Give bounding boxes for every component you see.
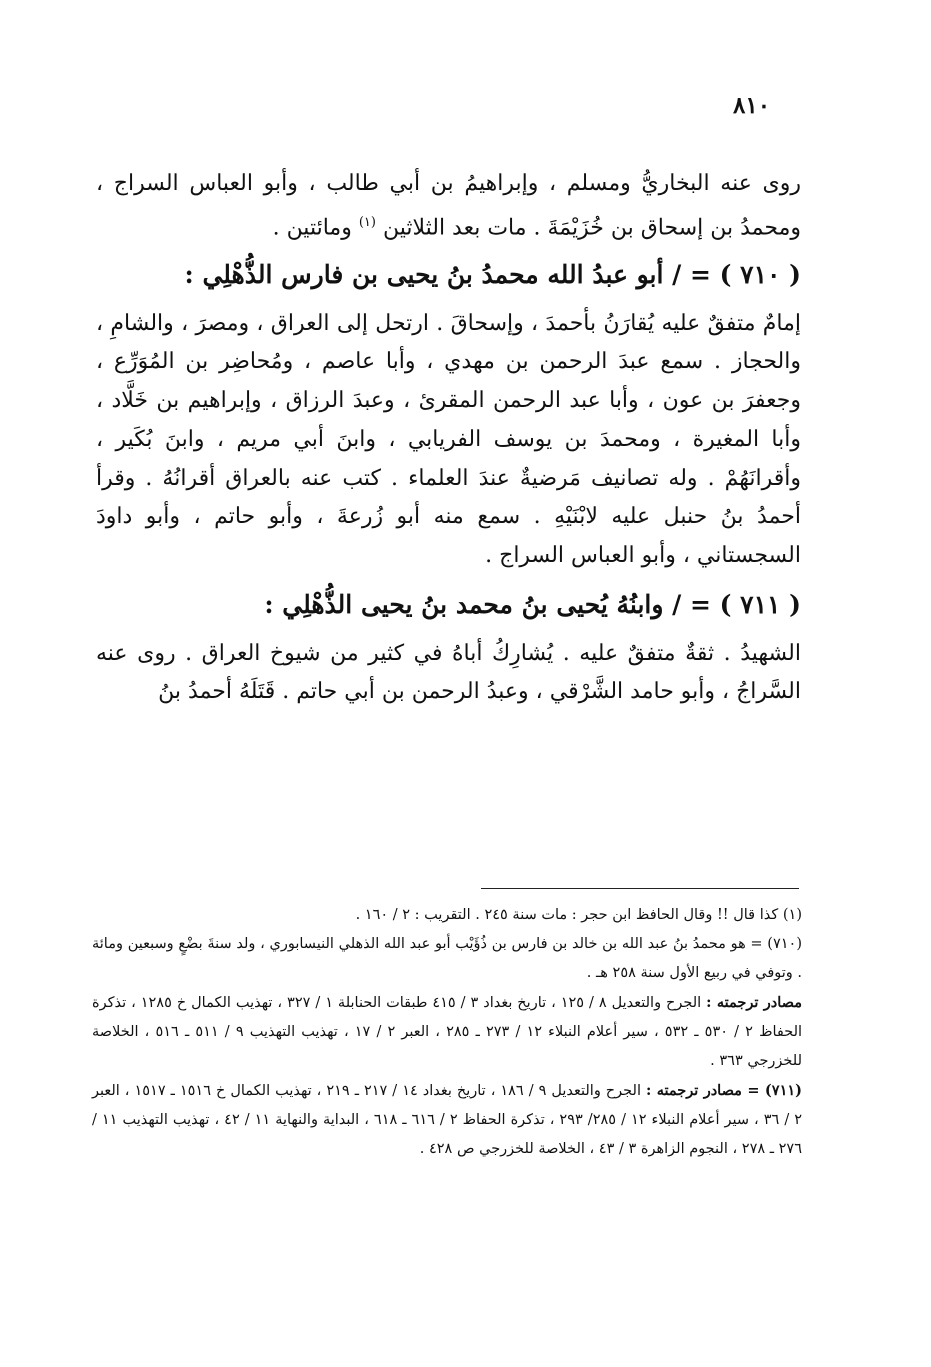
footnote-710-sources — [92, 988, 802, 1076]
main-text — [96, 165, 801, 712]
continuation-text: روى عنه البخاريُّ ومسلم ، وإبراهيمُ بن أبي طالب ، وأبو العباس السراج ، ومحمدُ بن إسحاق بن خُزَيْمَةَ . مات بعد الثلاثين — [96, 171, 801, 241]
sources-label: مصادر ترجمته : — [706, 994, 803, 1011]
footnote-1: (١) كذا قال !! وقال الحافظ ابن حجر : مات سنة ٢٤٥ . التقريب : ٢ / ١٦٠ . — [355, 907, 802, 923]
entry-heading-711: ( ٧١١ ) = / وابنُهُ يُحيى بنُ محمد بنُ يحيى الذُّهْلِي : — [264, 589, 801, 619]
entry-body-710: إمامٌ متفقٌ عليه يُقارَنُ بأحمدَ ، وإسحاقَ . ارتحل إلى العراق ، ومصرَ ، والشامِ ، والحجاز . سمع عبدَ الرحمن بن مهدي ، وأبا عاصم ، ومُحاضِر بن المُوَرِّع ، وجعفرَ بن عون ، وأبا عبد الرحمن المقرئ ، وعبدَ الرزاق ، وإبراهيم بن خَلَّاد ، وأبا المغيرة ، ومحمدَ بن يوسف الفريابي ، وابنَ أبي مريم ، وابنَ بُكَير ، وأقرانَهُمْ . وله تصانيف مَرضيةٌ عندَ العلماء . كتب عنه بالعراق أقرانُهُ . وقرأ أحمدُ بنُ حنبل عليه لابْنَيْهِ . سمع منه أبو زُرعةَ ، وأبو حاتم ، وأبو داودَ السجستاني ، وأبو العباس السراج . — [96, 310, 801, 568]
footnote-711-sources — [92, 1076, 802, 1164]
sources-text: الجرح والتعديل ٩ / ١٨٦ ، تاريخ بغداد ١٤ / ٢١٧ ـ ٢١٩ ، تهذيب الكمال خ ١٥١٦ ـ ١٥١٧ ، العبر ٢ / ٣٦ ، سير أعلام النبلاء ١٢ / ٢٨٥/ ٢٩٣ ، تذكرة الحفاظ ٢ / ٦١٦ ـ ٦١٨ ، البداية والنهاية ١١ / ٤٢ ، تهذيب التهذيب ١١ / ٢٧٦ ـ ٢٧٨ ، النجوم الزاهرة ٣ / ٤٣ ، الخلاصة للخزرجي ص ٤٢٨ . — [92, 1083, 802, 1157]
footnote-710: (٧١٠) = هو محمدُ بنُ عبد الله بن خالد بن فارس بن ذُؤَيْب أبو عبد الله الذهلي النيسابوري ، ولد سنةَ بضْعٍ وسبعين ومائة . وتوفي في ربيع الأول سنة ٢٥٨ هـ . — [92, 936, 802, 981]
footnotes — [92, 901, 802, 1164]
sources-text: الجرح والتعديل ٨ / ١٢٥ ، تاريخ بغداد ٣ / ٤١٥ طبقات الحنابلة ١ / ٣٢٧ ، تهذيب الكمال خ ١٢٨٥ ، تذكرة الحفاظ ٢ / ٥٣٠ ـ ٥٣٢ ، سير أعلام النبلاء ١٢ / ٢٧٣ ـ ٢٨٥ ، العبر ٢ / ١٧ ، تهذيب التهذيب ٩ / ٥١١ ـ ٥١٦ ، الخلاصة للخزرجي ٣٦٣ . — [92, 995, 803, 1069]
footnote-separator — [481, 888, 799, 889]
entry-body-711: الشهيدُ . ثقةٌ متفقٌ عليه . يُشارِكُ أباهُ في كثير من شيوخ العراق . روى عنه السَّراجُ ، وأبو حامد الشَّرْقي ، وعبدُ الرحمن بن أبي حاتم . قَتَلَهُ أحمدُ بنُ — [96, 640, 801, 705]
entry-continuation — [96, 165, 801, 248]
entry-heading-710: ( ٧١٠ ) = / أبو عبدُ الله محمدُ بنُ يحيى بن فارس الذُّهْلِي : — [184, 259, 801, 289]
continuation-end: ومائتين . — [272, 215, 352, 241]
sources-label: (٧١١) = مصادر ترجمته : — [645, 1082, 803, 1099]
footnote-ref-1: (١) — [358, 214, 376, 230]
page-number: ٨١٠ — [733, 92, 771, 119]
